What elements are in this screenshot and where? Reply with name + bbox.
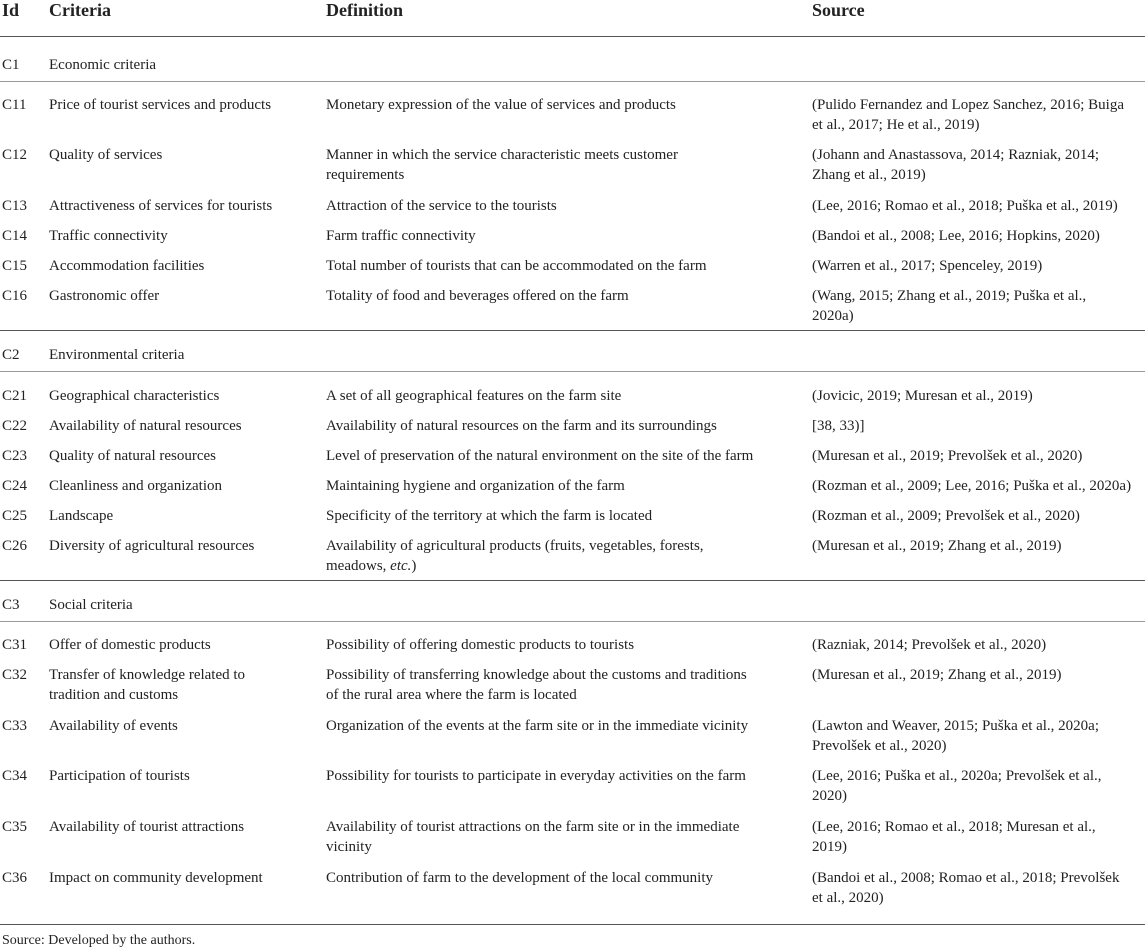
row-source-line: (Lee, 2016; Puška et al., 2020a; Prevolšek et al., xyxy=(812,768,1102,784)
row-source-line: [38, 33)] xyxy=(812,418,865,434)
row-definition-line: Totality of food and beverages offered on the farm xyxy=(326,288,629,304)
row-source-line: (Warren et al., 2017; Spenceley, 2019) xyxy=(812,258,1043,274)
group-divider xyxy=(0,621,1145,622)
row-id: C34 xyxy=(2,768,28,784)
row-definition xyxy=(326,506,804,526)
row-criteria xyxy=(49,416,317,436)
row-criteria-line: Quality of services xyxy=(49,147,163,163)
row-criteria-line: Cleanliness and organization xyxy=(49,478,223,494)
row-source-line: (Rozman et al., 2009; Prevolšek et al., 2020) xyxy=(812,508,1080,524)
row-criteria xyxy=(49,476,317,496)
row-criteria-line: Geographical characteristics xyxy=(49,388,220,404)
group-name: Environmental criteria xyxy=(49,347,185,363)
row-source xyxy=(812,145,1145,185)
row-definition-line: Possibility for tourists to participate in everyday activities on the farm xyxy=(326,768,746,784)
row-id: C33 xyxy=(2,718,28,734)
row-source xyxy=(812,416,1145,436)
row-source xyxy=(812,386,1145,406)
row-id: C21 xyxy=(2,388,28,404)
row-criteria xyxy=(49,95,317,115)
row-criteria xyxy=(49,536,317,556)
row-criteria-line: Availability of natural resources xyxy=(49,418,242,434)
row-criteria-line: Diversity of agricultural resources xyxy=(49,538,255,554)
row-source xyxy=(812,286,1145,326)
row-definition-line: Contribution of farm to the development of the local community xyxy=(326,870,713,886)
row-id: C36 xyxy=(2,870,28,886)
row-definition xyxy=(326,817,804,857)
row-source-line: Zhang et al., 2019) xyxy=(812,167,926,183)
row-criteria xyxy=(49,506,317,526)
row-id: C25 xyxy=(2,508,28,524)
row-source xyxy=(812,226,1145,246)
row-source-line: (Muresan et al., 2019; Prevolšek et al., 2020) xyxy=(812,448,1083,464)
group-name: Social criteria xyxy=(49,597,133,613)
row-definition xyxy=(326,286,804,306)
header-rule xyxy=(0,36,1145,37)
row-definition xyxy=(326,766,804,786)
group-name: Economic criteria xyxy=(49,57,157,73)
group-id: C3 xyxy=(2,597,20,613)
row-criteria xyxy=(49,817,317,837)
row-definition xyxy=(326,256,804,276)
row-source-line: (Lee, 2016; Romao et al., 2018; Puška et al., 2019) xyxy=(812,198,1118,214)
row-criteria-line: Traffic connectivity xyxy=(49,228,168,244)
row-criteria xyxy=(49,868,317,888)
row-source xyxy=(812,476,1145,496)
group-bottom-rule xyxy=(0,924,1145,925)
row-definition xyxy=(326,635,804,655)
row-criteria xyxy=(49,635,317,655)
row-definition-line: Possibility of offering domestic products to tourists xyxy=(326,637,635,653)
row-source-line: et al., 2017; He et al., 2019) xyxy=(812,117,980,133)
row-criteria-line: Availability of tourist attractions xyxy=(49,819,245,835)
row-source xyxy=(812,817,1145,857)
row-definition-line: Level of preservation of the natural environment on the site of the farm xyxy=(326,448,754,464)
header-definition: Definition xyxy=(326,0,404,20)
row-source xyxy=(812,766,1145,806)
row-criteria xyxy=(49,766,317,786)
row-id: C32 xyxy=(2,667,28,683)
row-definition-line: meadows, etc.) xyxy=(326,558,417,574)
row-definition xyxy=(326,868,804,888)
row-id: C14 xyxy=(2,228,28,244)
row-id: C35 xyxy=(2,819,28,835)
row-definition xyxy=(326,95,804,115)
row-definition-line: requirements xyxy=(326,167,405,183)
group-bottom-rule xyxy=(0,330,1145,331)
header-id: Id xyxy=(2,0,20,20)
row-source-line: (Bandoi et al., 2008; Romao et al., 2018; Prevolšek xyxy=(812,870,1120,886)
row-definition-line: Total number of tourists that can be accommodated on the farm xyxy=(326,258,707,274)
row-criteria xyxy=(49,226,317,246)
row-source-line: (Muresan et al., 2019; Zhang et al., 2019) xyxy=(812,538,1062,554)
row-id: C15 xyxy=(2,258,28,274)
group-bottom-rule xyxy=(0,580,1145,581)
row-criteria xyxy=(49,256,317,276)
row-definition-line: Attraction of the service to the tourists xyxy=(326,198,557,214)
row-criteria-line: Accommodation facilities xyxy=(49,258,205,274)
row-definition xyxy=(326,716,804,736)
row-source-line: (Razniak, 2014; Prevolšek et al., 2020) xyxy=(812,637,1047,653)
row-definition-line: of the rural area where the farm is located xyxy=(326,687,577,703)
row-id: C24 xyxy=(2,478,28,494)
row-definition xyxy=(326,536,804,576)
row-criteria-line: Offer of domestic products xyxy=(49,637,211,653)
row-source-line: (Lee, 2016; Romao et al., 2018; Muresan et al., xyxy=(812,819,1096,835)
row-id: C13 xyxy=(2,198,28,214)
row-source xyxy=(812,635,1145,655)
row-definition xyxy=(326,145,804,185)
row-source-line: (Bandoi et al., 2008; Lee, 2016; Hopkins, 2020) xyxy=(812,228,1100,244)
row-source-line: (Muresan et al., 2019; Zhang et al., 2019) xyxy=(812,667,1062,683)
row-definition-line: Monetary expression of the value of services and products xyxy=(326,97,676,113)
row-criteria-line: Quality of natural resources xyxy=(49,448,217,464)
row-definition-line: Availability of tourist attractions on the farm site or in the immediate xyxy=(326,819,740,835)
row-criteria-line: Transfer of knowledge related to xyxy=(49,667,246,683)
row-definition xyxy=(326,665,804,705)
row-source-line: Prevolšek et al., 2020) xyxy=(812,738,947,754)
row-definition-line: Specificity of the territory at which the farm is located xyxy=(326,508,653,524)
row-definition-line: vicinity xyxy=(326,839,372,855)
row-criteria-line: tradition and customs xyxy=(49,687,179,703)
row-source-line: (Lawton and Weaver, 2015; Puška et al., 2020a; xyxy=(812,718,1100,734)
row-criteria-line: Gastronomic offer xyxy=(49,288,160,304)
row-definition-line: Organization of the events at the farm site or in the immediate vicinity xyxy=(326,718,749,734)
row-source-line: (Jovicic, 2019; Muresan et al., 2019) xyxy=(812,388,1033,404)
row-criteria xyxy=(49,196,317,216)
row-definition-line: A set of all geographical features on the farm site xyxy=(326,388,622,404)
group-divider xyxy=(0,81,1145,82)
row-definition xyxy=(326,476,804,496)
row-id: C22 xyxy=(2,418,28,434)
row-definition xyxy=(326,446,804,466)
row-criteria xyxy=(49,145,317,165)
row-definition-line: Manner in which the service characteristic meets customer xyxy=(326,147,678,163)
row-source xyxy=(812,446,1145,466)
row-criteria xyxy=(49,386,317,406)
group-id: C1 xyxy=(2,57,20,73)
row-source xyxy=(812,536,1145,556)
row-source-line: (Pulido Fernandez and Lopez Sanchez, 2016; Buiga xyxy=(812,97,1124,113)
row-criteria-line: Landscape xyxy=(49,508,114,524)
row-id: C26 xyxy=(2,538,28,554)
row-source xyxy=(812,716,1145,756)
row-criteria-line: Availability of events xyxy=(49,718,178,734)
row-source-line: (Wang, 2015; Zhang et al., 2019; Puška et al., xyxy=(812,288,1087,304)
row-source-line: et al., 2020) xyxy=(812,890,884,906)
row-source-line: (Johann and Anastassova, 2014; Razniak, 2014; xyxy=(812,147,1100,163)
row-criteria xyxy=(49,665,317,705)
row-criteria xyxy=(49,716,317,736)
row-criteria-line: Attractiveness of services for tourists xyxy=(49,198,273,214)
header-source: Source xyxy=(812,0,865,20)
row-source-line: 2019) xyxy=(812,839,847,855)
row-criteria-line: Participation of tourists xyxy=(49,768,190,784)
row-criteria xyxy=(49,446,317,466)
row-id: C12 xyxy=(2,147,28,163)
row-definition-line: Maintaining hygiene and organization of the farm xyxy=(326,478,625,494)
row-id: C23 xyxy=(2,448,28,464)
row-definition xyxy=(326,386,804,406)
row-definition xyxy=(326,226,804,246)
row-source-line: (Rozman et al., 2009; Lee, 2016; Puška et al., 2020a) xyxy=(812,478,1132,494)
row-definition xyxy=(326,196,804,216)
row-criteria-line: Impact on community development xyxy=(49,870,263,886)
row-definition-line: Possibility of transferring knowledge about the customs and traditions xyxy=(326,667,747,683)
row-source xyxy=(812,506,1145,526)
row-id: C11 xyxy=(2,97,27,113)
row-definition xyxy=(326,416,804,436)
row-source xyxy=(812,196,1145,216)
row-id: C31 xyxy=(2,637,28,653)
row-definition-line: Farm traffic connectivity xyxy=(326,228,476,244)
row-source xyxy=(812,665,1145,685)
row-criteria-line: Price of tourist services and products xyxy=(49,97,272,113)
row-definition-line: Availability of natural resources on the farm and its surroundings xyxy=(326,418,717,434)
row-id: C16 xyxy=(2,288,28,304)
group-divider xyxy=(0,371,1145,372)
row-source-line: 2020) xyxy=(812,788,847,804)
header-criteria: Criteria xyxy=(49,0,111,20)
row-source-line: 2020a) xyxy=(812,308,854,324)
row-source xyxy=(812,95,1145,135)
table-footnote: Source: Developed by the authors. xyxy=(2,933,196,948)
row-source xyxy=(812,868,1145,908)
row-definition-line: Availability of agricultural products (fruits, vegetables, forests, xyxy=(326,538,704,554)
row-source xyxy=(812,256,1145,276)
group-id: C2 xyxy=(2,347,20,363)
row-criteria xyxy=(49,286,317,306)
